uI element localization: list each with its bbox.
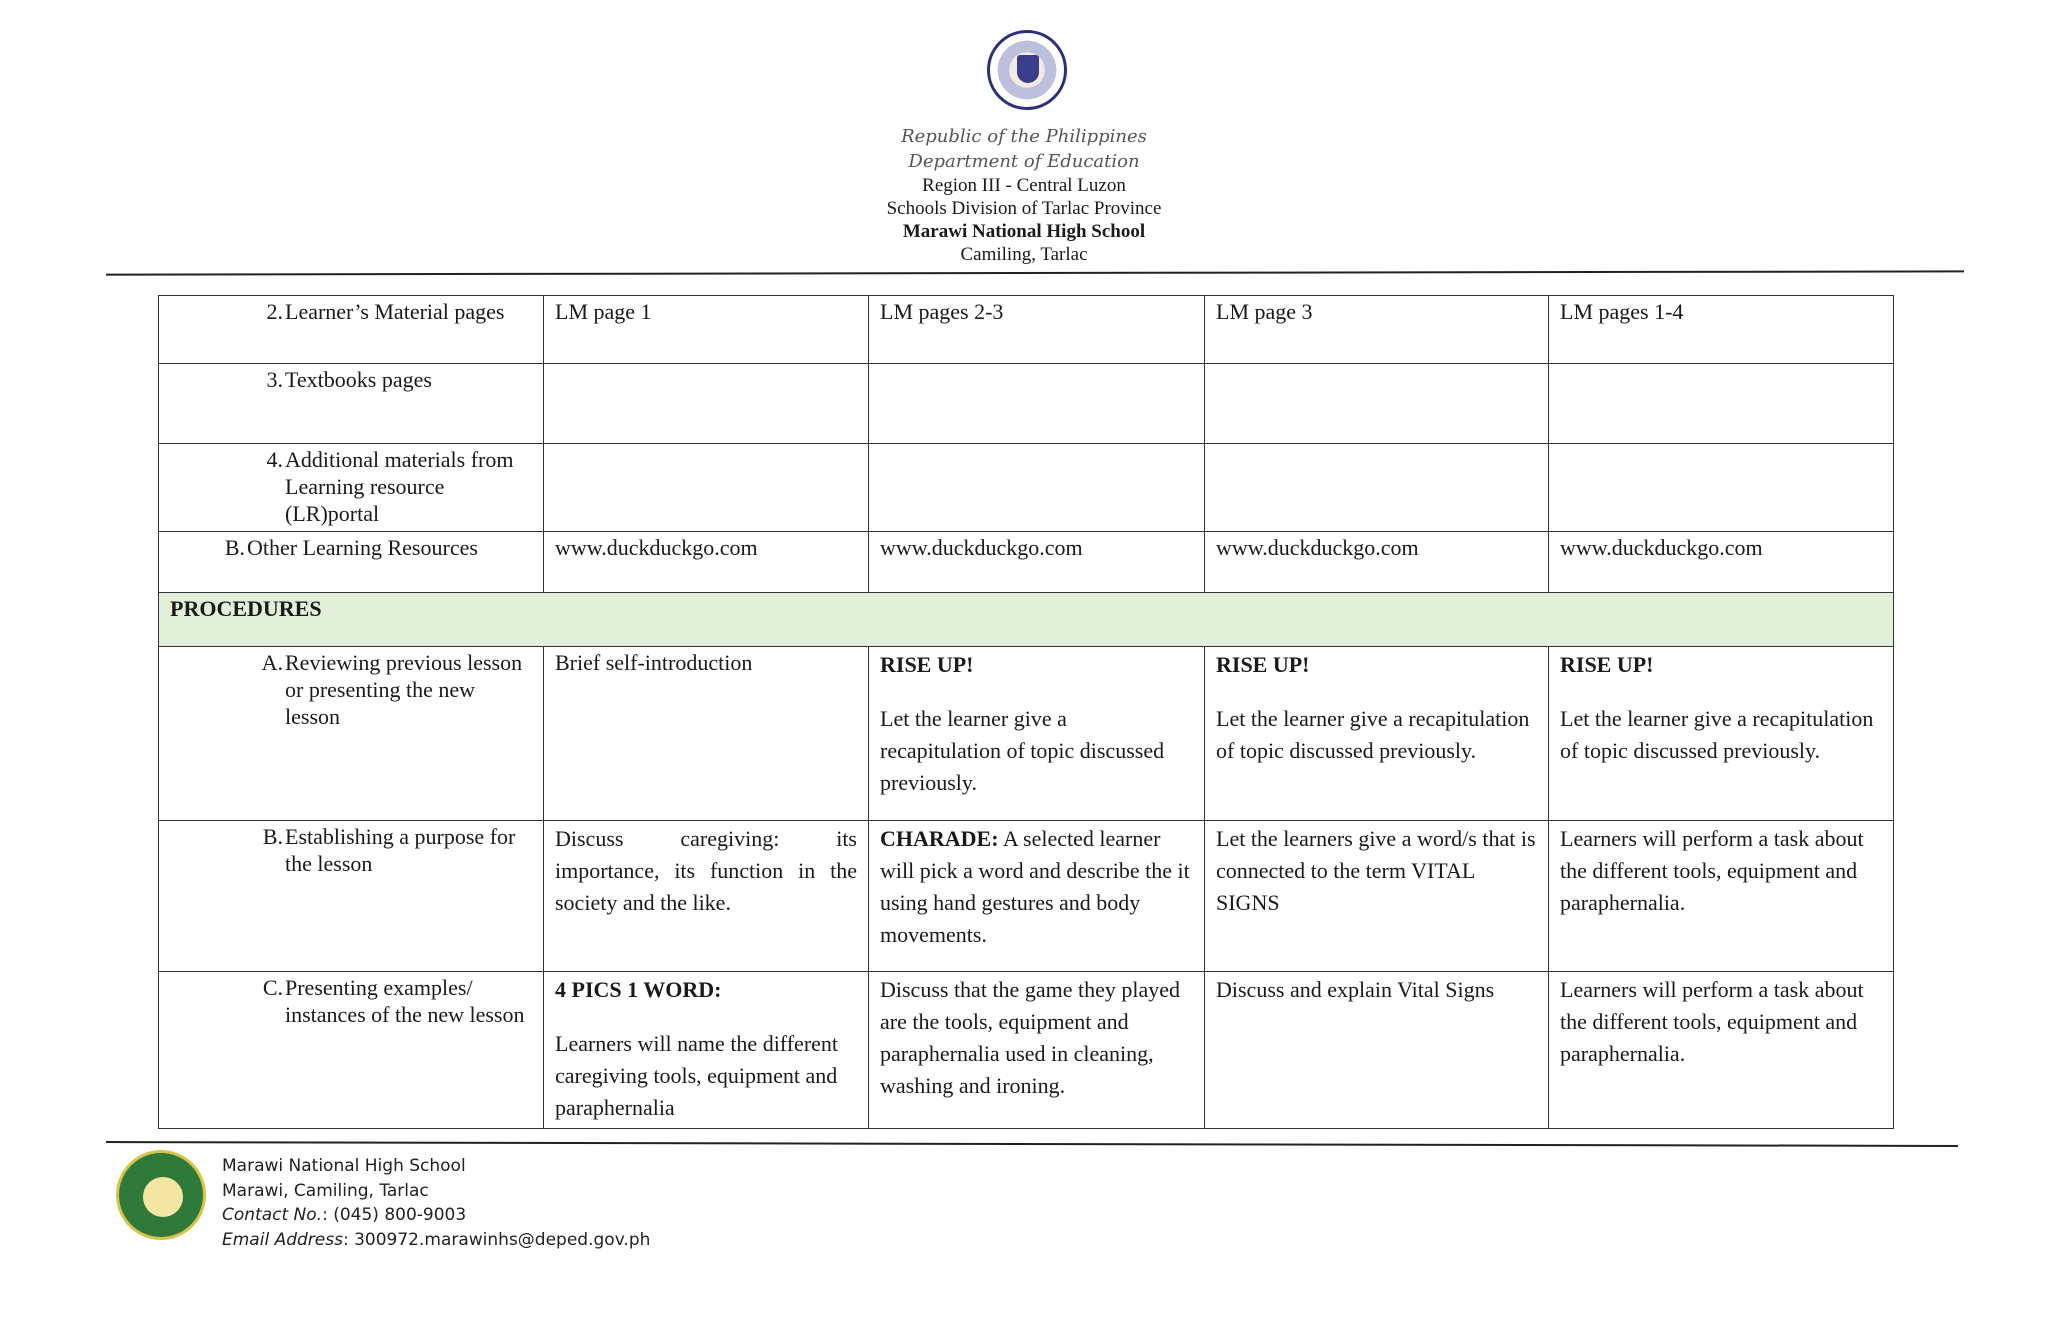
row-label: 4. Additional materials from Learning resource (LR)portal [159, 444, 544, 532]
table-cell [1205, 364, 1549, 444]
rise-up-label: RISE UP! [880, 652, 974, 677]
table-cell: www.duckduckgo.com [869, 532, 1205, 593]
footer-email: Email Address: 300972.marawinhs@deped.gov.ph [222, 1229, 651, 1250]
table-cell: Learners will perform a task about the different tools, equipment and paraphernalia. [1549, 972, 1894, 1129]
table-cell [869, 364, 1205, 444]
seal-shield-icon [1017, 55, 1039, 83]
table-row [159, 972, 1894, 1129]
table-cell: LM page 1 [544, 296, 869, 364]
table-cell [869, 821, 1205, 972]
procedures-heading: PROCEDURES [159, 593, 1894, 647]
table-cell [1549, 364, 1894, 444]
rise-up-label: RISE UP! [1216, 652, 1310, 677]
deped-seal [987, 30, 1067, 110]
table-cell: www.duckduckgo.com [1205, 532, 1549, 593]
header-division: Schools Division of Tarlac Province [886, 198, 1162, 219]
recap-text: Let the learner give a recapitulation of topic discussed previously. [1560, 706, 1874, 763]
table-cell [1205, 444, 1549, 532]
table-cell: LM page 3 [1205, 296, 1549, 364]
rise-up-label: RISE UP! [1560, 652, 1654, 677]
table-row [159, 821, 1894, 972]
table-cell: Discuss that the game they played are the tools, equipment and paraphernalia used in cleaning, washing and ironing. [869, 972, 1205, 1129]
table-row [159, 532, 1894, 593]
row-label: 2. Learner’s Material pages [159, 296, 544, 364]
lesson-plan-table [158, 295, 1894, 1129]
school-logo-emblem-icon [141, 1175, 185, 1219]
charade-text: A selected learner will pick a word and describe the it using hand gestures and body movements. [880, 826, 1190, 947]
four-pics-text: Learners will name the different caregiving tools, equipment and paraphernalia [555, 1031, 839, 1120]
row-label: 3. Textbooks pages [159, 364, 544, 444]
footer-divider [106, 1141, 1958, 1147]
table-cell [1205, 647, 1549, 821]
table-cell [544, 972, 869, 1129]
school-logo [116, 1150, 206, 1240]
table-cell: www.duckduckgo.com [1549, 532, 1894, 593]
document-header [0, 124, 2048, 266]
four-pics-label: 4 PICS 1 WORD: [555, 977, 722, 1002]
footer-school: Marawi National High School [222, 1156, 466, 1176]
row-label: A. Reviewing previous lesson or presenting the new lesson [159, 647, 544, 821]
table-row [159, 364, 1894, 444]
table-cell: LM pages 2-3 [869, 296, 1205, 364]
table-cell [1549, 444, 1894, 532]
footer-contact: Contact No.: (045) 800-9003 [222, 1205, 467, 1225]
table-cell: LM pages 1-4 [1549, 296, 1894, 364]
header-department: Department of Education [908, 151, 1140, 172]
footer-address: Marawi, Camiling, Tarlac [222, 1180, 429, 1201]
row-label: B. Establishing a purpose for the lesson [159, 821, 544, 972]
table-cell: Discuss and explain Vital Signs [1205, 972, 1549, 1129]
header-location: Camiling, Tarlac [960, 244, 1088, 265]
procedures-header-row [159, 593, 1894, 647]
table-cell [1549, 647, 1894, 821]
table-row [159, 444, 1894, 532]
header-school: Marawi National High School [902, 221, 1146, 242]
table-cell: www.duckduckgo.com [544, 532, 869, 593]
table-cell: Learners will perform a task about the different tools, equipment and paraphernalia. [1549, 821, 1894, 972]
header-divider [106, 270, 1964, 275]
table-row [159, 296, 1894, 364]
row-label: C. Presenting examples/ instances of the new lesson [159, 972, 544, 1129]
table-cell: Discuss caregiving: its importance, its function in the society and the like. [544, 821, 869, 972]
table-cell: Brief self-introduction [544, 647, 869, 821]
table-cell [544, 444, 869, 532]
recap-text: Let the learner give a recapitulation of topic discussed previously. [880, 706, 1165, 795]
row-label: B. Other Learning Resources [159, 532, 544, 593]
header-republic: Republic of the Philippines [901, 126, 1147, 147]
table-cell [869, 444, 1205, 532]
table-cell [544, 364, 869, 444]
table-row [159, 647, 1894, 821]
header-region: Region III - Central Luzon [922, 175, 1126, 196]
charade-label: CHARADE: [880, 826, 999, 851]
document-footer [222, 1154, 650, 1252]
recap-text: Let the learner give a recapitulation of topic discussed previously. [1216, 706, 1530, 763]
table-cell: Let the learners give a word/s that is connected to the term VITAL SIGNS [1205, 821, 1549, 972]
table-cell [869, 647, 1205, 821]
